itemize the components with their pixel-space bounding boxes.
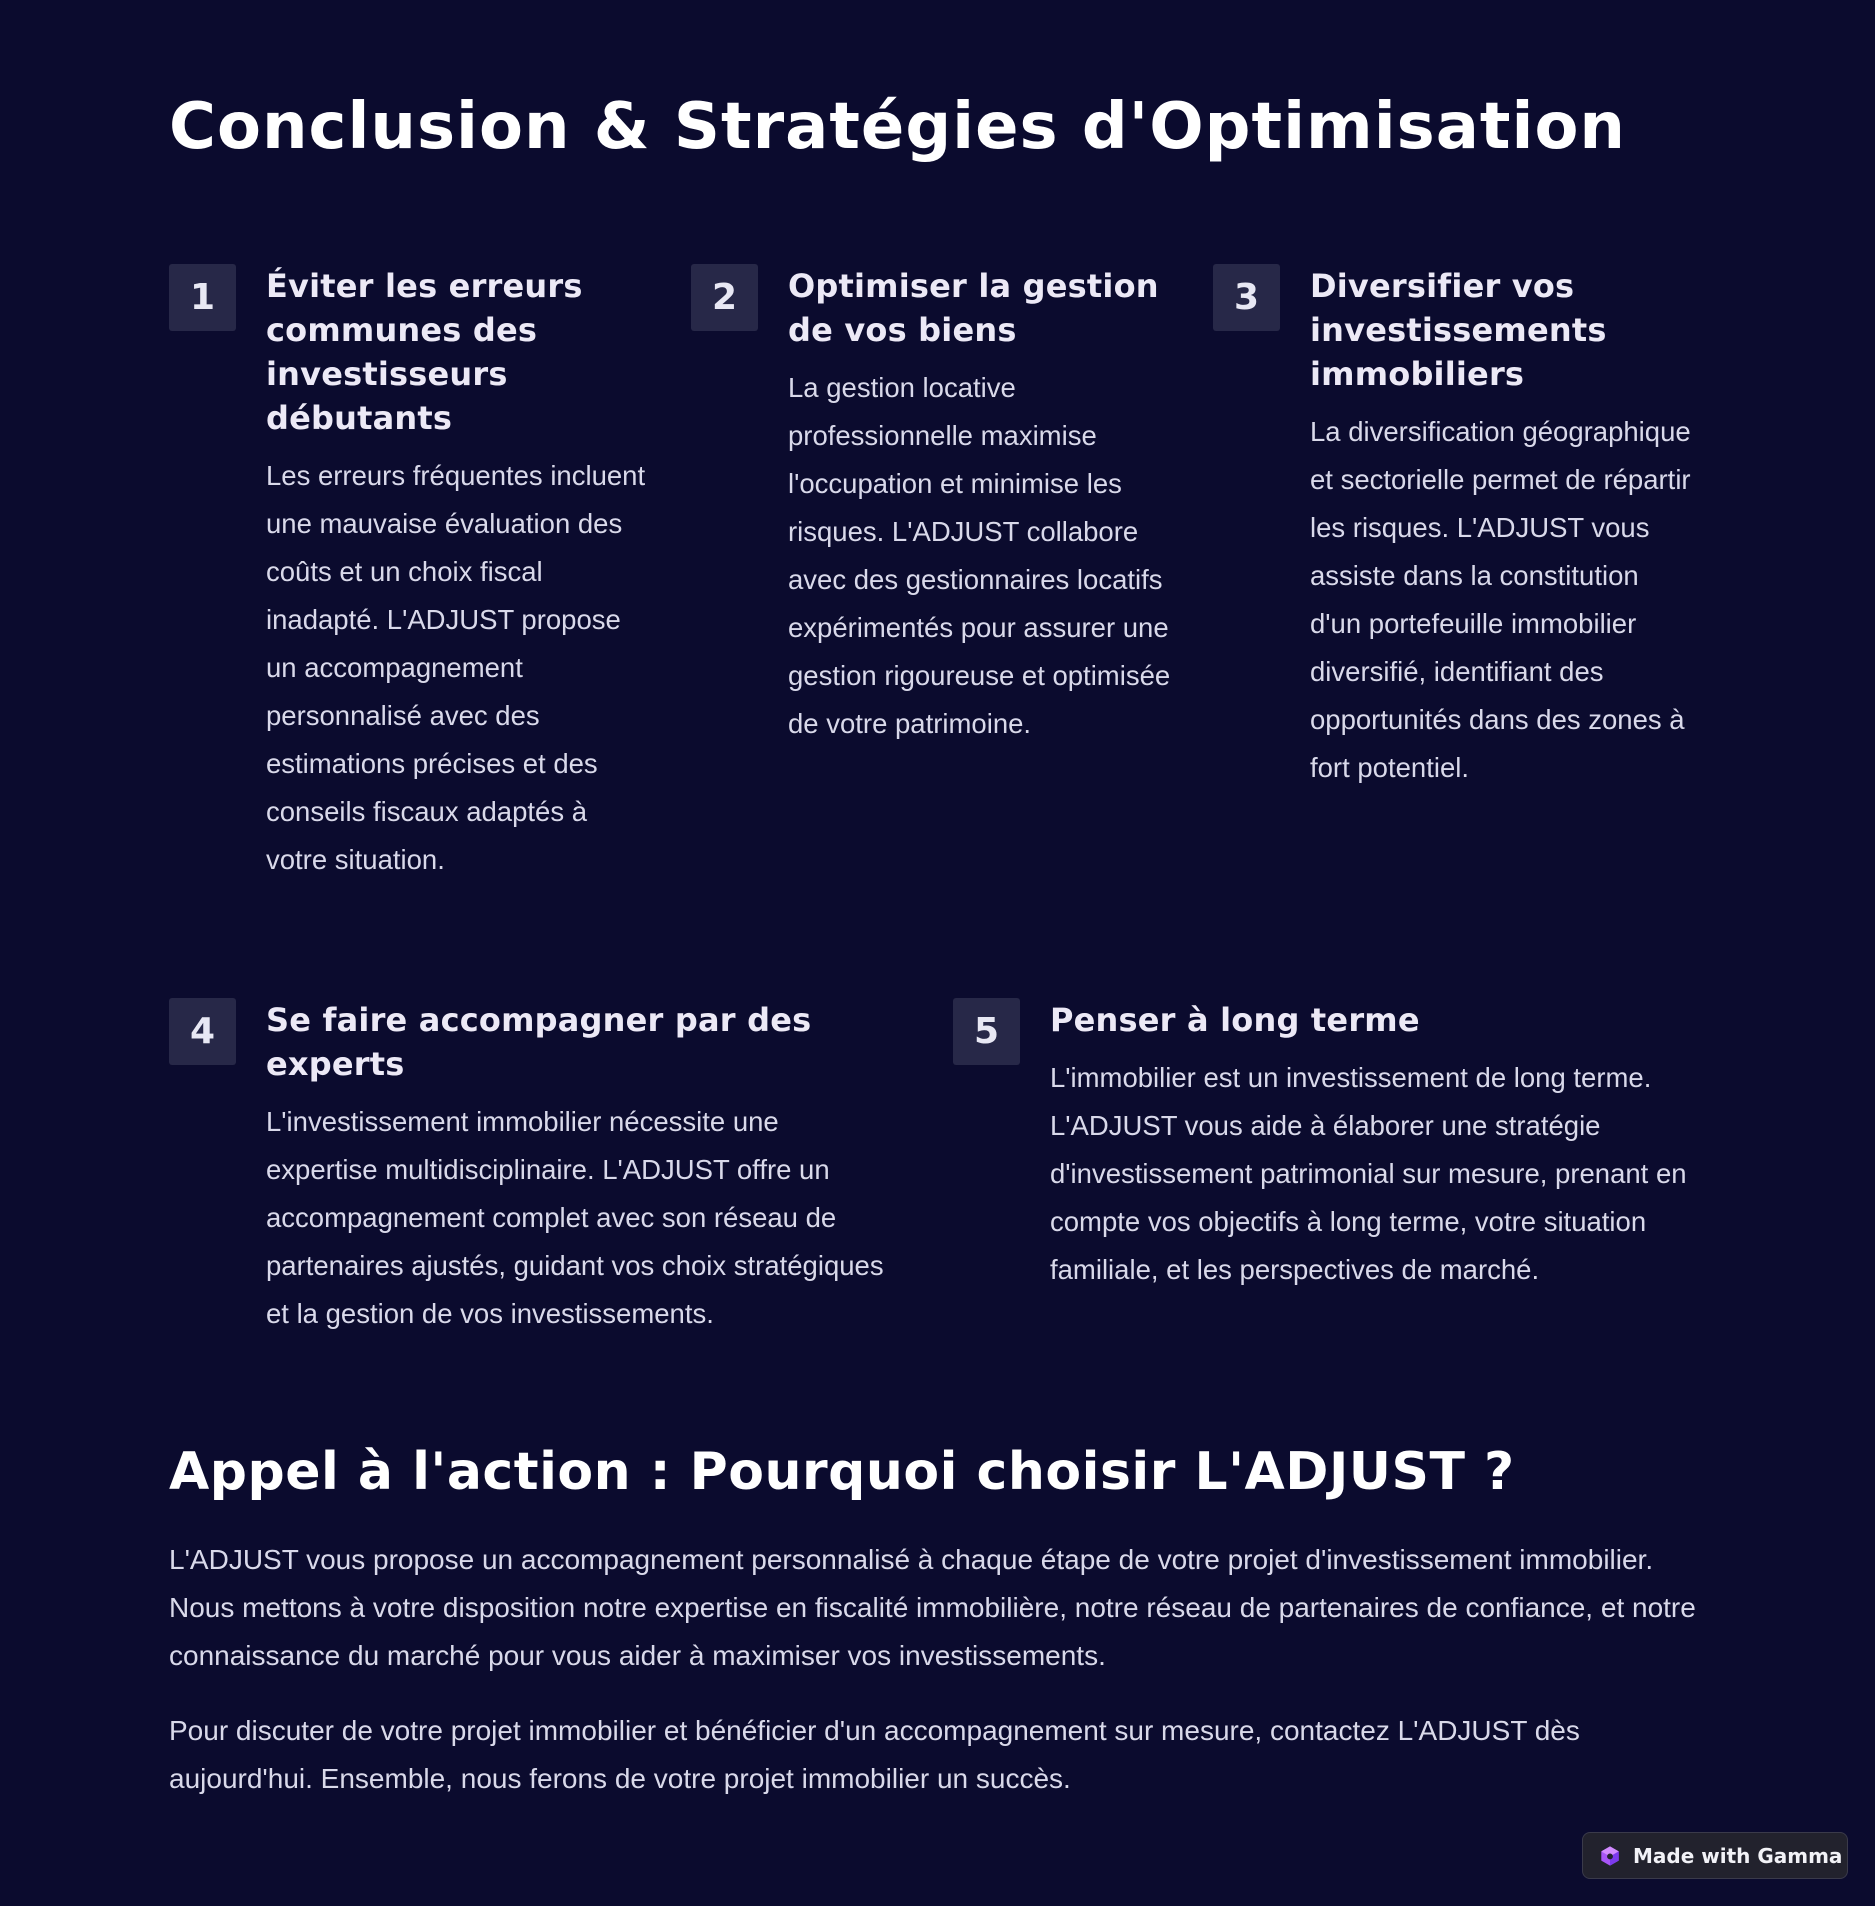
strategy-number-badge: 1 bbox=[169, 264, 236, 331]
strategy-content bbox=[1310, 264, 1695, 792]
strategy-content bbox=[1050, 998, 1710, 1294]
strategy-content bbox=[266, 264, 651, 884]
strategy-description: L'investissement immobilier nécessite une expertise multidisciplinaire. L'ADJUST offre un accompagnement complet avec son réseau de partenaires ajustés, guidant vos choix stratégiques et la gestion de vos investissements. bbox=[266, 1106, 884, 1329]
strategy-number-badge: 5 bbox=[953, 998, 1020, 1065]
strategy-description: La diversification géographique et sectorielle permet de répartir les risques. L'ADJUST vous assiste dans la constitution d'un portefeuille immobilier diversifié, identifiant des opportunités dans des zones à fort potentiel. bbox=[1310, 416, 1691, 783]
strategy-number-badge: 3 bbox=[1213, 264, 1280, 331]
strategy-title: Penser à long terme bbox=[1050, 1001, 1420, 1039]
strategy-number-badge: 2 bbox=[691, 264, 758, 331]
strategy-content bbox=[788, 264, 1173, 748]
strategy-title: Optimiser la gestion de vos biens bbox=[788, 267, 1159, 349]
cta-paragraph-2: Pour discuter de votre projet immobilier et bénéficier d'un accompagnement sur mesure, contactez L'ADJUST dès aujourd'hui. Ensemble, nous ferons de votre projet immobilier un succès. bbox=[169, 1715, 1580, 1794]
strategy-item-2 bbox=[691, 264, 1213, 884]
strategy-title: Diversifier vos investissements immobiliers bbox=[1310, 267, 1607, 393]
strategy-content bbox=[266, 998, 896, 1338]
strategy-item-5 bbox=[953, 998, 1737, 1338]
slide-content bbox=[169, 80, 1706, 1794]
strategy-description: L'immobilier est un investissement de long terme. L'ADJUST vous aide à élaborer une stratégie d'investissement patrimonial sur mesure, prenant en compte vos objectifs à long terme, votre situation familiale, et les perspectives de marché. bbox=[1050, 1062, 1687, 1285]
strategy-title: Se faire accompagner par des experts bbox=[266, 1001, 812, 1083]
page-title: Conclusion & Stratégies d'Optimisation bbox=[169, 90, 1626, 164]
strategy-item-4 bbox=[169, 998, 953, 1338]
strategy-description: La gestion locative professionnelle maximise l'occupation et minimise les risques. L'ADJUST collabore avec des gestionnaires locatifs expérimentés pour assurer une gestion rigoureuse et optimisée de votre patrimoine. bbox=[788, 372, 1171, 739]
strategy-title: Éviter les erreurs communes des investisseurs débutants bbox=[266, 267, 583, 437]
made-with-gamma-button[interactable] bbox=[1582, 1832, 1848, 1879]
strategy-item-3 bbox=[1213, 264, 1735, 884]
strategies-row-1 bbox=[169, 264, 1735, 884]
strategy-item-1 bbox=[169, 264, 691, 884]
strategy-description: Les erreurs fréquentes incluent une mauvaise évaluation des coûts et un choix fiscal inadapté. L'ADJUST propose un accompagnement personnalisé avec des estimations précises et des conseils fiscaux adaptés à votre situation. bbox=[266, 460, 646, 875]
strategies-row-2 bbox=[169, 998, 1737, 1338]
badge-label: Made with Gamma bbox=[1633, 1843, 1843, 1868]
strategy-number-badge: 4 bbox=[169, 998, 236, 1065]
cta-title: Appel à l'action : Pourquoi choisir L'ADJUST ? bbox=[169, 1442, 1515, 1502]
gamma-logo-icon bbox=[1599, 1845, 1621, 1867]
cta-paragraph-1: L'ADJUST vous propose un accompagnement personnalisé à chaque étape de votre projet d'investissement immobilier. Nous mettons à votre disposition notre expertise en fiscalité immobilière, notre réseau de partenaires de confiance, et notre connaissance du marché pour vous aider à maximiser vos investissements. bbox=[169, 1544, 1696, 1671]
